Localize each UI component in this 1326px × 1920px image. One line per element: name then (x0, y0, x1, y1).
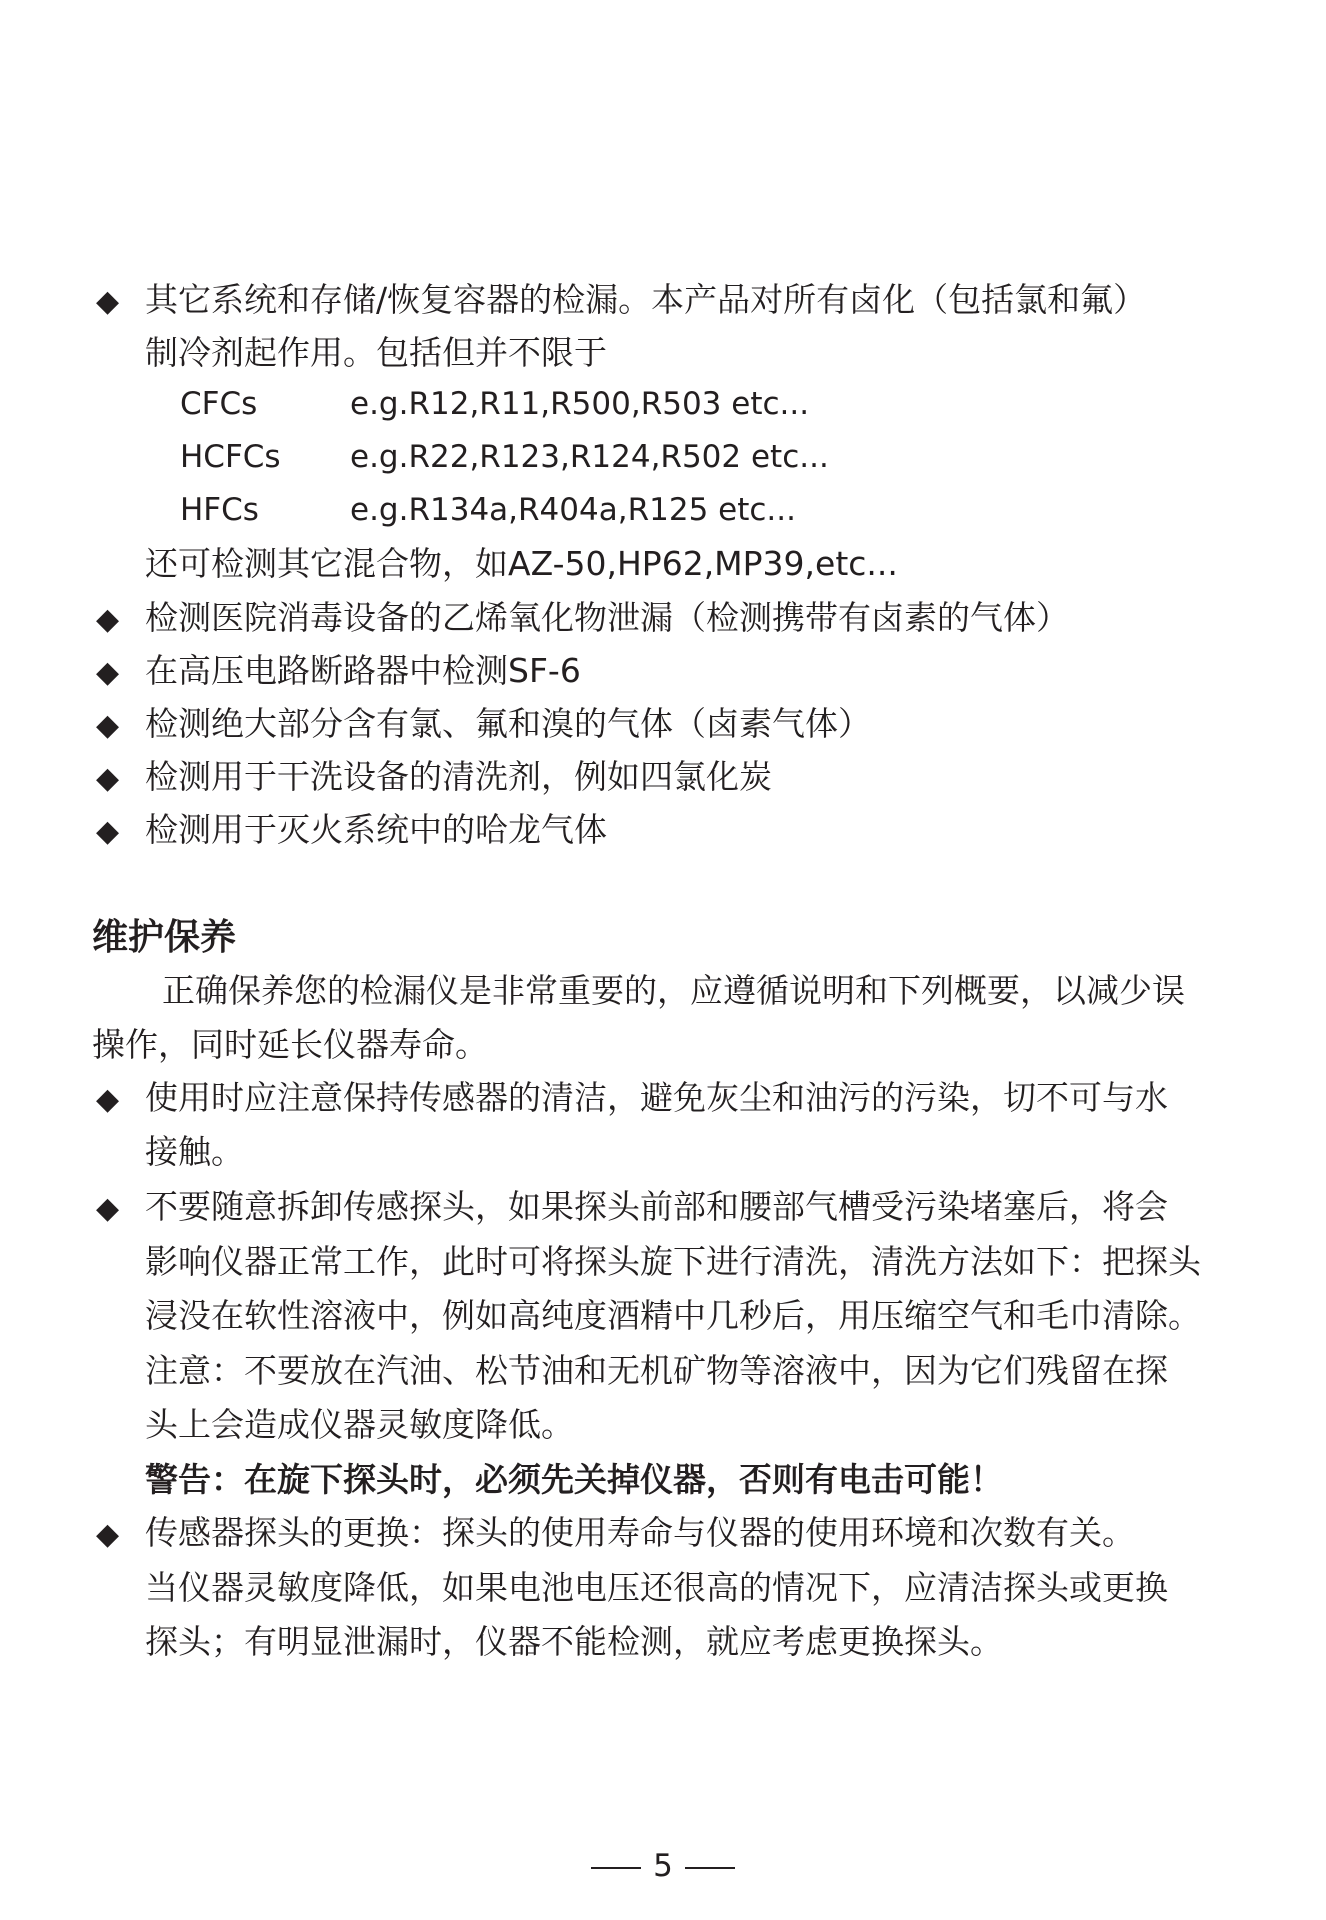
application-item-2: 检测医院消毒设备的乙烯氧化物泄漏（检测携带有卤素的气体） (145, 598, 1069, 637)
application-item-1-line-2: 制冷剂起作用。包括但并不限于 (145, 333, 607, 372)
refrigerant-name: HCFCs (180, 439, 281, 475)
refrigerant-examples: e.g.R12,R11,R500,R503 etc... (350, 386, 810, 422)
refrigerant-examples: e.g.R134a,R404a,R125 etc... (350, 492, 796, 528)
refrigerant-name: HFCs (180, 492, 259, 528)
bullet-icon: ◆ (96, 1517, 120, 1552)
bullet-icon: ◆ (96, 761, 120, 796)
application-item-1-line-1: 其它系统和存储/恢复容器的检漏。本产品对所有卤化（包括氯和氟） (145, 280, 1147, 319)
page-number: 5 (653, 1848, 673, 1884)
section-heading: 维护保养 (92, 917, 237, 958)
page-footer (0, 1845, 1326, 1887)
bullet-icon: ◆ (96, 602, 120, 637)
maintenance-point-2-line-4: 注意：不要放在汽油、松节油和无机矿物等溶液中，因为它们残留在探 (145, 1351, 1168, 1390)
application-item-3: 在高压电路断路器中检测SF-6 (145, 651, 581, 690)
maintenance-point-3-line-3: 探头；有明显泄漏时，仪器不能检测，就应考虑更换探头。 (145, 1622, 1003, 1661)
maintenance-point-2-line-5: 头上会造成仪器灵敏度降低。 (145, 1405, 574, 1444)
bullet-icon: ◆ (96, 814, 120, 849)
maintenance-point-3-line-1: 传感器探头的更换：探头的使用寿命与仪器的使用环境和次数有关。 (145, 1513, 1135, 1552)
footer-dash-right (685, 1867, 735, 1869)
maintenance-point-1-line-1: 使用时应注意保持传感器的清洁，避免灰尘和油污的污染，切不可与水 (145, 1078, 1168, 1117)
application-item-4: 检测绝大部分含有氯、氟和溴的气体（卤素气体） (145, 704, 871, 743)
bullet-icon: ◆ (96, 1082, 120, 1117)
refrigerant-examples: e.g.R22,R123,R124,R502 etc... (350, 439, 829, 475)
intro-line-2: 操作，同时延长仪器寿命。 (92, 1025, 488, 1064)
maintenance-point-2-line-2: 影响仪器正常工作，此时可将探头旋下进行清洗，清洗方法如下：把探头 (145, 1242, 1201, 1281)
application-item-5: 检测用于干洗设备的清洗剂，例如四氯化炭 (145, 757, 772, 796)
maintenance-point-1-line-2: 接触。 (145, 1132, 244, 1171)
application-item-1-line-3: 还可检测其它混合物，如AZ-50,HP62,MP39,etc... (145, 544, 898, 583)
footer-dash-left (591, 1867, 641, 1869)
bullet-icon: ◆ (96, 1191, 120, 1226)
warning-text: 警告：在旋下探头时，必须先关掉仪器，否则有电击可能！ (145, 1460, 1003, 1499)
maintenance-point-2-line-1: 不要随意拆卸传感探头，如果探头前部和腰部气槽受污染堵塞后，将会 (145, 1187, 1168, 1226)
application-item-6: 检测用于灭火系统中的哈龙气体 (145, 810, 607, 849)
intro-line-1: 正确保养您的检漏仪是非常重要的，应遵循说明和下列概要，以减少误 (162, 971, 1185, 1010)
bullet-icon: ◆ (96, 655, 120, 690)
bullet-icon: ◆ (96, 708, 120, 743)
bullet-icon: ◆ (96, 284, 120, 319)
refrigerant-name: CFCs (180, 386, 258, 422)
maintenance-point-3-line-2: 当仪器灵敏度降低，如果电池电压还很高的情况下，应清洁探头或更换 (145, 1568, 1168, 1607)
maintenance-point-2-line-3: 浸没在软性溶液中，例如高纯度酒精中几秒后，用压缩空气和毛巾清除。 (145, 1296, 1201, 1335)
